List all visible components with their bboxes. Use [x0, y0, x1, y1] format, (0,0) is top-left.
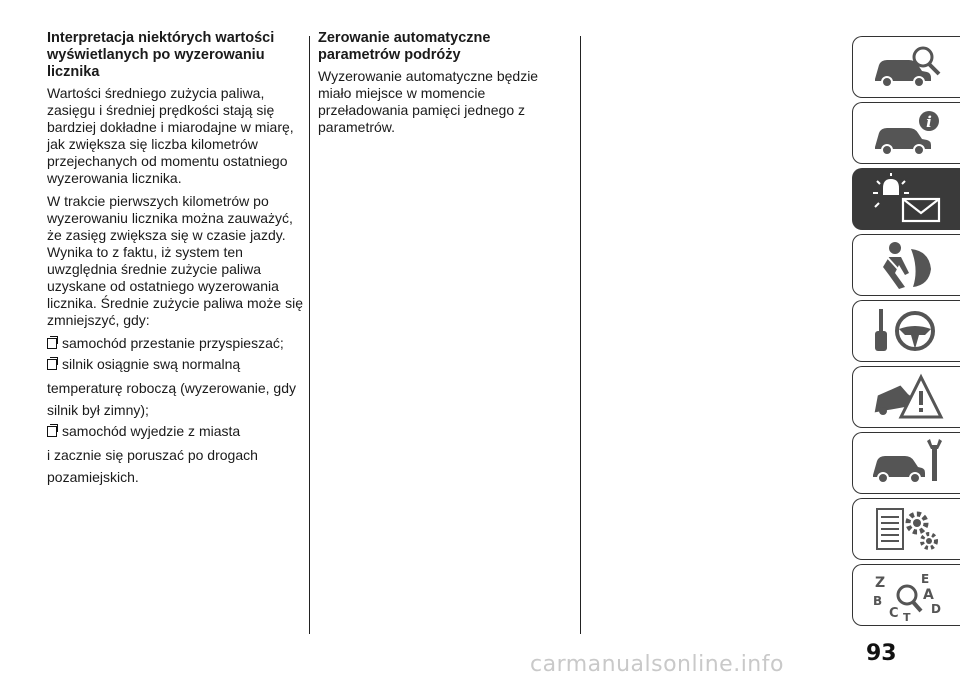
left-column — [47, 30, 303, 488]
bullet-text: silnik osiągnie swą normalną — [62, 356, 241, 372]
car-warning-triangle-icon — [869, 371, 945, 423]
tab-servicing[interactable] — [852, 432, 960, 494]
tab-safety[interactable] — [852, 234, 960, 296]
index-letter: Z — [874, 575, 885, 591]
paragraph-accuracy: Wartości średniego zużycia paliwa, zasięgu i średniej prędkości stają się bardziej dokładne i miarodajne w miarę, jak zwiększa się liczba kilometrów przejechanych od momentu ostatniego wyzerowania licznika. — [47, 85, 294, 186]
paragraph-first-kilometers: W trakcie pierwszych kilometrów po wyzerowaniu licznika można zauważyć, że zasięg zwiększa się w czasie jazdy. Wynika to z faktu, iż system ten uwzględnia średnie zużycie paliwa uzyskane od ostatniego wyzerowania licznika. Średnie zużycie paliwa może się zmniejszyć, gdy: — [47, 193, 303, 328]
page-number: 93 — [866, 641, 897, 666]
bullet-continuation: i zacznie się poruszać po drogach pozamiejskich. — [47, 447, 258, 485]
tab-technical-data[interactable] — [852, 498, 960, 560]
bullet-icon — [47, 338, 57, 349]
index-letter: A — [922, 587, 934, 603]
tab-car-knowledge[interactable] — [852, 36, 960, 98]
warning-light-message-icon — [869, 173, 945, 225]
index-letter: C — [888, 606, 899, 621]
car-wrench-icon — [869, 437, 945, 489]
tab-emergency[interactable] — [852, 366, 960, 428]
bullet-item — [47, 335, 303, 352]
bullet-item — [47, 423, 303, 440]
paragraph-auto-reset: Wyzerowanie automatyczne będzie miało miejsce w momencie przeładowania pamięci jednego z parametrów. — [318, 68, 539, 135]
key-steering-wheel-icon — [869, 305, 945, 357]
svg-text:i: i — [925, 113, 932, 131]
index-letter: B — [872, 594, 882, 608]
watermark: carmanualsonline.info — [530, 652, 784, 677]
right-column — [318, 30, 574, 142]
car-magnifier-icon — [869, 41, 945, 93]
bullet-icon — [47, 359, 57, 370]
specs-gears-icon — [869, 503, 945, 555]
bullet-continuation: temperaturę roboczą (wyzerowanie, gdy silnik był zimny); — [47, 380, 297, 418]
bullet-item — [47, 356, 303, 373]
section-heading-auto-reset: Zerowanie automatyczne parametrów podróży — [318, 30, 491, 63]
bullet-text: samochód przestanie przyspieszać; — [62, 335, 284, 351]
column-divider — [580, 36, 581, 634]
chapter-tabs — [852, 36, 960, 630]
tab-dashboard[interactable] — [852, 168, 960, 230]
bullet-text: samochód wyjedzie z miasta — [62, 423, 241, 439]
bullet-icon — [47, 426, 57, 437]
index-letter: D — [930, 602, 941, 616]
airbag-seatbelt-icon — [869, 239, 945, 291]
car-info-icon — [869, 107, 945, 159]
index-letter: T — [902, 611, 911, 621]
index-letter: E — [920, 572, 929, 586]
section-heading-interpretation: Interpretacja niektórych wartości wyświetlanych po wyzerowaniu licznika — [47, 30, 275, 80]
tab-starting-driving[interactable] — [852, 300, 960, 362]
tab-index[interactable] — [852, 564, 960, 626]
alphabetical-index-icon — [869, 569, 945, 621]
column-divider — [309, 36, 310, 634]
tab-getting-to-know[interactable] — [852, 102, 960, 164]
